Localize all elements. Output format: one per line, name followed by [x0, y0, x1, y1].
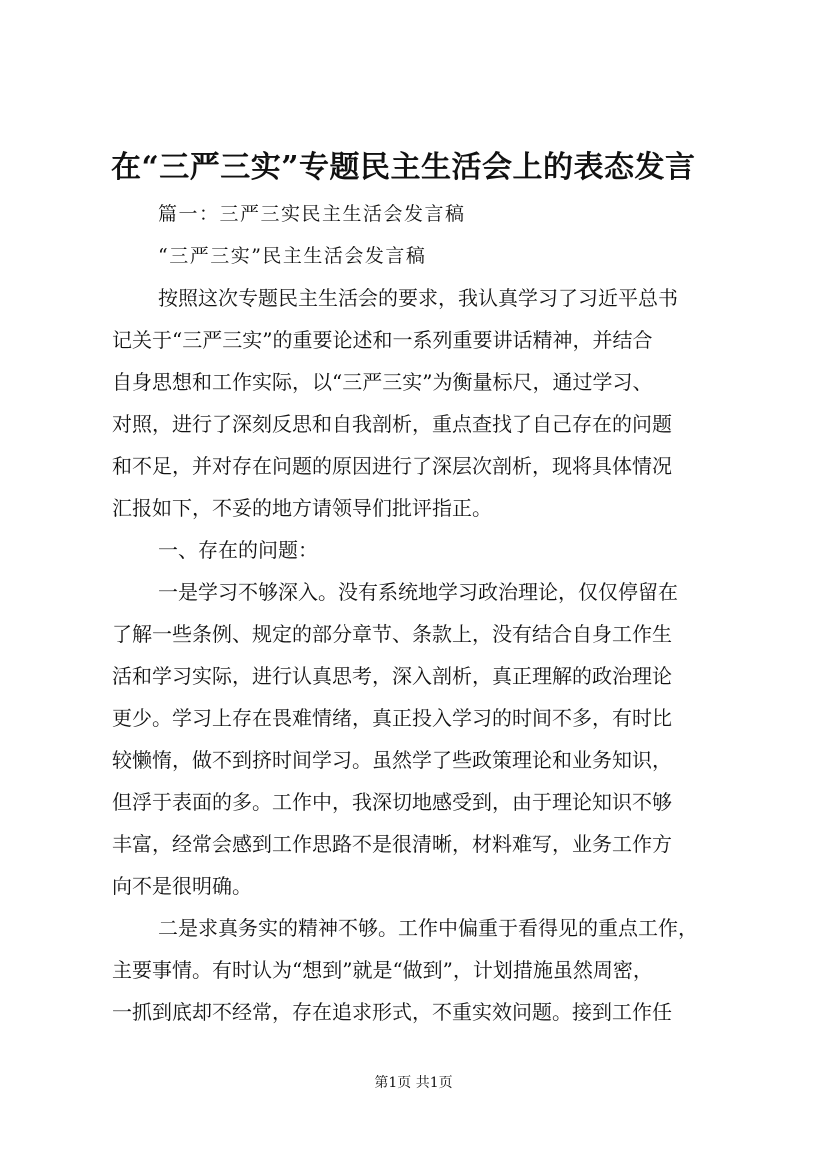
paragraph-line: 对照，进行了深刻反思和自我剖析，重点查找了自己存在的问题	[112, 412, 672, 436]
paragraph-line: 较懒惰，做不到挤时间学习。虽然学了些政策理论和业务知识，	[112, 748, 672, 772]
paragraph-line: 记关于“三严三实”的重要论述和一系列重要讲话精神，并结合	[112, 328, 653, 352]
document-title: 在“三严三实”专题民主生活会上的表态发言	[111, 150, 696, 185]
paragraph-line: 一是学习不够深入。没有系统地学习政治理论，仅仅停留在	[158, 580, 678, 604]
paragraph-line: 二是求真务实的精神不够。工作中偏重于看得见的重点工作，	[158, 916, 698, 940]
paragraph-line: 和不足，并对存在问题的原因进行了深层次剖析，现将具体情况	[112, 454, 672, 478]
section-heading: 篇一：三严三实民主生活会发言稿	[158, 203, 466, 225]
speech-title: “三严三实”民主生活会发言稿	[158, 245, 427, 267]
paragraph-line: 汇报如下，不妥的地方请领导们批评指正。	[112, 496, 492, 520]
paragraph-line: 主要事情。有时认为“想到”就是“做到”，计划措施虽然周密，	[112, 958, 653, 982]
section-heading-problems: 一、存在的问题：	[158, 538, 318, 562]
paragraph-line: 了解一些条例、规定的部分章节、条款上，没有结合自身工作生	[112, 622, 672, 646]
paragraph-line: 活和学习实际，进行认真思考，深入剖析，真正理解的政治理论	[112, 664, 672, 688]
paragraph-line: 自身思想和工作实际，以“三严三实”为衡量标尺，通过学习、	[112, 370, 653, 394]
paragraph-line: 更少。学习上存在畏难情绪，真正投入学习的时间不多，有时比	[112, 706, 672, 730]
paragraph-line: 丰富，经常会感到工作思路不是很清晰，材料难写，业务工作方	[112, 832, 672, 856]
paragraph-line: 按照这次专题民主生活会的要求，我认真学习了习近平总书	[158, 286, 678, 310]
page-footer: 第1页 共1页	[374, 1075, 453, 1091]
paragraph-line: 但浮于表面的多。工作中，我深切地感受到，由于理论知识不够	[112, 790, 672, 814]
paragraph-line: 向不是很明确。	[112, 874, 252, 898]
paragraph-line: 一抓到底却不经常，存在追求形式，不重实效问题。接到工作任	[112, 1000, 672, 1024]
